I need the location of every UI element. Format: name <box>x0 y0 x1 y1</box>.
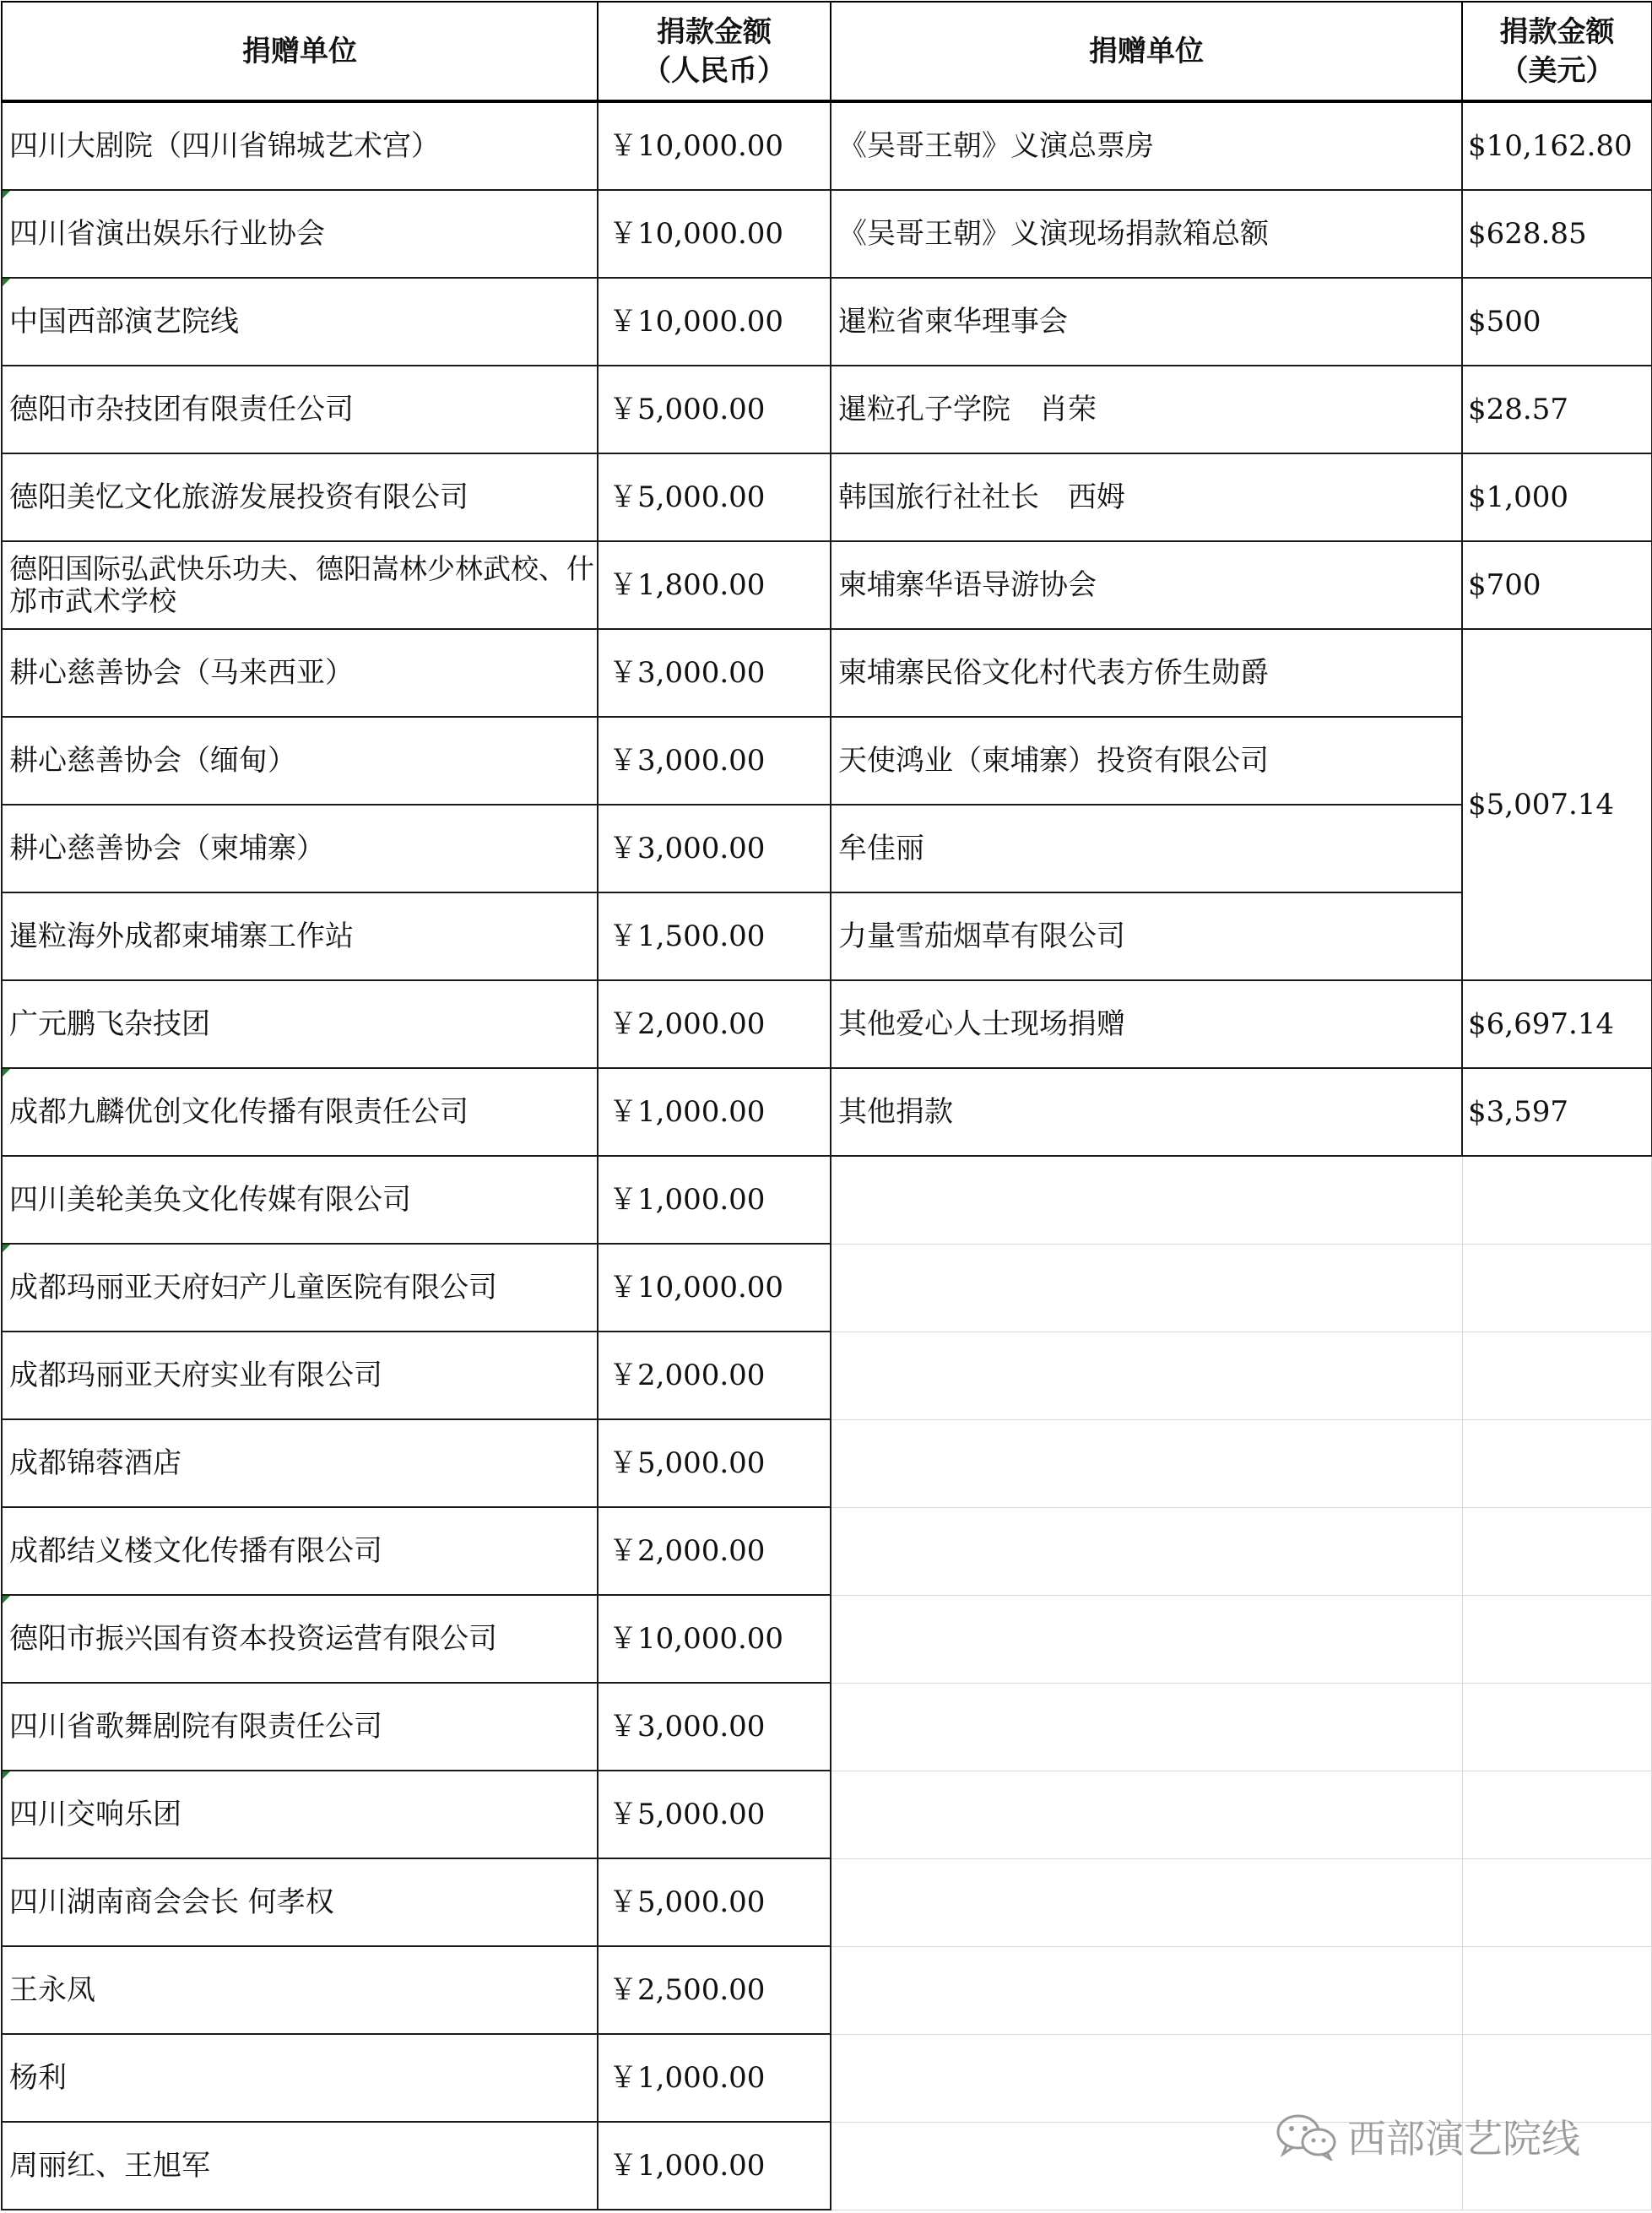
rmb-amount: ￥5,000.00 <box>609 1885 766 1919</box>
rmb-amount: ￥1,000.00 <box>609 1095 766 1129</box>
usd-donor-cell <box>831 366 1462 453</box>
usd-amount: $10,162.80 <box>1468 129 1633 163</box>
rmb-donor-name: 德阳市振兴国有资本投资运营有限公司 <box>9 1622 497 1656</box>
table-row <box>2 101 1652 190</box>
header-rmb-amount-line2: （人民币） <box>642 53 786 88</box>
usd-amount: $700 <box>1468 568 1541 602</box>
header-rmb-amount <box>598 2 831 101</box>
rmb-donor-cell <box>2 980 598 1068</box>
usd-amount-cell <box>1462 980 1652 1068</box>
empty-cell <box>1462 1858 1652 1946</box>
usd-amount-cell <box>1462 278 1652 366</box>
usd-donor-name: 柬埔寨华语导游协会 <box>838 568 1097 602</box>
rmb-donor-name: 成都玛丽亚天府妇产儿童医院有限公司 <box>9 1271 497 1304</box>
empty-cell <box>1462 1771 1652 1858</box>
rmb-amount: ￥10,000.00 <box>609 217 784 251</box>
rmb-donor-name: 广元鹏飞杂技团 <box>9 1007 210 1041</box>
usd-amount: $3,597 <box>1468 1095 1568 1129</box>
usd-donor-name: 韩国旅行社社长 西姆 <box>838 480 1125 514</box>
usd-donor-name: 暹粒孔子学院 肖荣 <box>838 393 1097 426</box>
rmb-amount: ￥3,000.00 <box>609 744 766 778</box>
rmb-donor-name: 耕心慈善协会（马来西亚） <box>9 656 354 690</box>
table-row <box>2 1683 1652 1771</box>
usd-amount-cell <box>1462 1068 1652 1156</box>
rmb-donor-name: 德阳美忆文化旅游发展投资有限公司 <box>9 480 469 514</box>
rmb-donor-cell <box>2 1683 598 1771</box>
usd-donor-name: 牟佳丽 <box>838 832 924 865</box>
rmb-donor-cell <box>2 892 598 980</box>
rmb-donor-cell <box>2 1332 598 1419</box>
usd-donor-cell <box>831 278 1462 366</box>
rmb-donor-cell <box>2 101 598 190</box>
watermark <box>1275 2111 1580 2161</box>
usd-amount: $5,007.14 <box>1468 788 1615 822</box>
rmb-donor-cell <box>2 629 598 717</box>
usd-donor-cell <box>831 101 1462 190</box>
empty-cell <box>1462 1332 1652 1419</box>
rmb-amount-cell <box>598 2034 831 2122</box>
rmb-amount-cell <box>598 1771 831 1858</box>
empty-cell <box>1462 1595 1652 1683</box>
cell-marker <box>3 1596 10 1603</box>
cell-marker <box>3 1771 10 1779</box>
empty-cell <box>831 1858 1462 1946</box>
rmb-donor-name: 中国西部演艺院线 <box>9 305 239 339</box>
rmb-amount: ￥10,000.00 <box>609 305 784 339</box>
rmb-donor-name: 王永凤 <box>9 1973 95 2007</box>
rmb-donor-name: 成都锦蓉酒店 <box>9 1446 181 1480</box>
rmb-amount-cell <box>598 366 831 453</box>
empty-cell <box>1462 1244 1652 1332</box>
table-row <box>2 805 1652 892</box>
rmb-amount: ￥10,000.00 <box>609 1622 784 1656</box>
usd-amount-cell <box>1462 101 1652 190</box>
table-row <box>2 1419 1652 1507</box>
rmb-donor-cell <box>2 1419 598 1507</box>
rmb-donor-name: 成都九麟优创文化传播有限责任公司 <box>9 1095 469 1129</box>
rmb-donor-name: 四川省演出娱乐行业协会 <box>9 217 325 251</box>
usd-amount: $28.57 <box>1468 393 1568 426</box>
rmb-amount-cell <box>598 541 831 629</box>
rmb-amount: ￥1,000.00 <box>609 2061 766 2095</box>
empty-cell <box>1462 1156 1652 1244</box>
header-usd-amount-line1: 捐款金额 <box>1499 14 1615 49</box>
rmb-amount-cell <box>598 1244 831 1332</box>
rmb-donor-cell <box>2 1946 598 2034</box>
header-rmb-amount-line1: 捐款金额 <box>657 14 772 49</box>
table-row <box>2 541 1652 629</box>
empty-cell <box>831 1683 1462 1771</box>
table-body <box>2 101 1652 2210</box>
rmb-amount: ￥1,500.00 <box>609 919 766 953</box>
table-row <box>2 629 1652 717</box>
rmb-amount: ￥5,000.00 <box>609 1446 766 1480</box>
rmb-amount-cell <box>598 1332 831 1419</box>
usd-amount-cell <box>1462 453 1652 541</box>
rmb-amount: ￥2,000.00 <box>609 1534 766 1568</box>
rmb-donor-name: 四川交响乐团 <box>9 1798 181 1831</box>
table-row <box>2 1068 1652 1156</box>
rmb-amount-cell <box>598 717 831 805</box>
table-row <box>2 190 1652 278</box>
usd-donor-cell <box>831 629 1462 717</box>
rmb-amount-cell <box>598 805 831 892</box>
empty-cell <box>831 1595 1462 1683</box>
rmb-amount-cell <box>598 453 831 541</box>
rmb-amount: ￥10,000.00 <box>609 1271 784 1304</box>
rmb-amount-cell <box>598 2122 831 2210</box>
usd-amount: $500 <box>1468 305 1541 339</box>
usd-donor-cell <box>831 980 1462 1068</box>
empty-cell <box>831 1946 1462 2034</box>
rmb-donor-name: 暹粒海外成都柬埔寨工作站 <box>9 919 354 953</box>
usd-amount-cell <box>1462 541 1652 629</box>
rmb-donor-cell <box>2 278 598 366</box>
rmb-donor-cell <box>2 717 598 805</box>
table-row <box>2 1946 1652 2034</box>
rmb-donor-name: 四川美轮美奂文化传媒有限公司 <box>9 1183 411 1217</box>
usd-donor-name: 暹粒省柬华理事会 <box>838 305 1068 339</box>
header-rmb-unit <box>2 2 598 101</box>
rmb-amount: ￥2,500.00 <box>609 1973 766 2007</box>
rmb-amount-cell <box>598 1946 831 2034</box>
usd-amount-cell <box>1462 190 1652 278</box>
rmb-amount: ￥3,000.00 <box>609 1710 766 1744</box>
rmb-donor-cell <box>2 541 598 629</box>
header-row <box>2 2 1652 101</box>
usd-amount: $1,000 <box>1468 480 1568 514</box>
usd-donor-cell <box>831 805 1462 892</box>
rmb-amount: ￥5,000.00 <box>609 393 766 426</box>
cell-marker <box>3 1245 10 1252</box>
rmb-donor-cell <box>2 1858 598 1946</box>
usd-donor-name: 其他捐款 <box>838 1095 953 1129</box>
rmb-amount: ￥3,000.00 <box>609 832 766 865</box>
rmb-amount-cell <box>598 278 831 366</box>
rmb-amount: ￥2,000.00 <box>609 1359 766 1392</box>
rmb-donor-cell <box>2 190 598 278</box>
rmb-amount: ￥1,000.00 <box>609 2149 766 2183</box>
table-row <box>2 980 1652 1068</box>
rmb-donor-cell <box>2 366 598 453</box>
empty-cell <box>831 1507 1462 1595</box>
usd-donor-name: 其他爱心人士现场捐赠 <box>838 1007 1125 1041</box>
donation-table <box>1 1 1652 2210</box>
rmb-amount-cell <box>598 1068 831 1156</box>
table-row <box>2 892 1652 980</box>
rmb-donor-cell <box>2 1244 598 1332</box>
rmb-amount-cell <box>598 1858 831 1946</box>
rmb-donor-name: 德阳市杂技团有限责任公司 <box>9 393 354 426</box>
usd-amount: $6,697.14 <box>1468 1007 1615 1041</box>
table-row <box>2 1156 1652 1244</box>
cell-marker <box>3 279 10 286</box>
rmb-donor-name: 周丽红、王旭军 <box>9 2149 210 2183</box>
rmb-amount-cell <box>598 1683 831 1771</box>
table-row <box>2 1771 1652 1858</box>
rmb-amount-cell <box>598 980 831 1068</box>
rmb-amount-cell <box>598 1595 831 1683</box>
rmb-donor-cell <box>2 453 598 541</box>
usd-donor-name: 柬埔寨民俗文化村代表方侨生勋爵 <box>838 656 1269 690</box>
usd-amount-cell <box>1462 366 1652 453</box>
empty-cell <box>1462 1507 1652 1595</box>
rmb-donor-cell <box>2 2122 598 2210</box>
rmb-donor-cell <box>2 2034 598 2122</box>
header-usd-unit-label: 捐赠单位 <box>1089 34 1204 68</box>
rmb-donor-cell <box>2 1595 598 1683</box>
empty-cell <box>831 1419 1462 1507</box>
rmb-amount-cell <box>598 1419 831 1507</box>
usd-amount: $628.85 <box>1468 217 1587 251</box>
table-row <box>2 1244 1652 1332</box>
empty-cell <box>1462 1683 1652 1771</box>
rmb-donor-name: 成都玛丽亚天府实业有限公司 <box>9 1359 382 1392</box>
cell-marker <box>3 1069 10 1077</box>
table-row <box>2 1332 1652 1419</box>
usd-donor-name: 《吴哥王朝》义演总票房 <box>838 129 1154 163</box>
usd-donor-name: 天使鸿业（柬埔寨）投资有限公司 <box>838 744 1269 778</box>
rmb-amount-cell <box>598 629 831 717</box>
table-row <box>2 366 1652 453</box>
rmb-donor-cell <box>2 1771 598 1858</box>
rmb-amount-cell <box>598 1507 831 1595</box>
watermark-text: 西部演艺院线 <box>1347 2116 1580 2161</box>
usd-donor-cell <box>831 190 1462 278</box>
empty-cell <box>831 1332 1462 1419</box>
rmb-amount: ￥1,800.00 <box>609 568 766 602</box>
usd-donor-cell <box>831 541 1462 629</box>
rmb-amount: ￥2,000.00 <box>609 1007 766 1041</box>
rmb-donor-cell <box>2 1156 598 1244</box>
rmb-amount-cell <box>598 892 831 980</box>
wechat-icon <box>1275 2112 1339 2161</box>
table-row <box>2 278 1652 366</box>
header-usd-unit <box>831 2 1462 101</box>
rmb-donor-name: 四川湖南商会会长 何孝权 <box>9 1885 334 1919</box>
empty-cell <box>831 1771 1462 1858</box>
header-rmb-unit-label: 捐赠单位 <box>242 34 357 68</box>
usd-donor-name: 力量雪茄烟草有限公司 <box>838 919 1125 953</box>
rmb-donor-cell <box>2 1507 598 1595</box>
rmb-donor-name: 成都结义楼文化传播有限公司 <box>9 1534 382 1568</box>
rmb-donor-name: 杨利 <box>9 2061 67 2095</box>
table-row <box>2 1595 1652 1683</box>
usd-donor-cell <box>831 453 1462 541</box>
rmb-amount: ￥1,000.00 <box>609 1183 766 1217</box>
rmb-amount-cell <box>598 1156 831 1244</box>
usd-amount-merged-cell <box>1462 629 1652 980</box>
table-row <box>2 1507 1652 1595</box>
header-usd-amount <box>1462 2 1652 101</box>
rmb-amount-cell <box>598 101 831 190</box>
rmb-donor-cell <box>2 1068 598 1156</box>
empty-cell <box>831 1244 1462 1332</box>
empty-cell <box>1462 1419 1652 1507</box>
rmb-amount: ￥10,000.00 <box>609 129 784 163</box>
rmb-amount: ￥5,000.00 <box>609 480 766 514</box>
rmb-donor-cell <box>2 805 598 892</box>
empty-cell <box>831 1156 1462 1244</box>
rmb-donor-name: 耕心慈善协会（缅甸） <box>9 744 296 778</box>
rmb-amount: ￥3,000.00 <box>609 656 766 690</box>
rmb-donor-name: 四川大剧院（四川省锦城艺术宫） <box>9 129 440 163</box>
usd-donor-cell <box>831 892 1462 980</box>
rmb-donor-name: 德阳国际弘武快乐功夫、德阳嵩林少林武校、什邡市武术学校 <box>9 552 594 617</box>
usd-donor-cell <box>831 717 1462 805</box>
table-row <box>2 453 1652 541</box>
rmb-amount-cell <box>598 190 831 278</box>
empty-cell <box>1462 1946 1652 2034</box>
rmb-amount: ￥5,000.00 <box>609 1798 766 1831</box>
table-row <box>2 1858 1652 1946</box>
cell-marker <box>3 191 10 198</box>
rmb-donor-name: 耕心慈善协会（柬埔寨） <box>9 832 325 865</box>
usd-donor-name: 《吴哥王朝》义演现场捐款箱总额 <box>838 217 1269 251</box>
rmb-donor-name: 四川省歌舞剧院有限责任公司 <box>9 1710 382 1744</box>
usd-donor-cell <box>831 1068 1462 1156</box>
header-usd-amount-line2: （美元） <box>1499 53 1615 88</box>
table-row <box>2 717 1652 805</box>
